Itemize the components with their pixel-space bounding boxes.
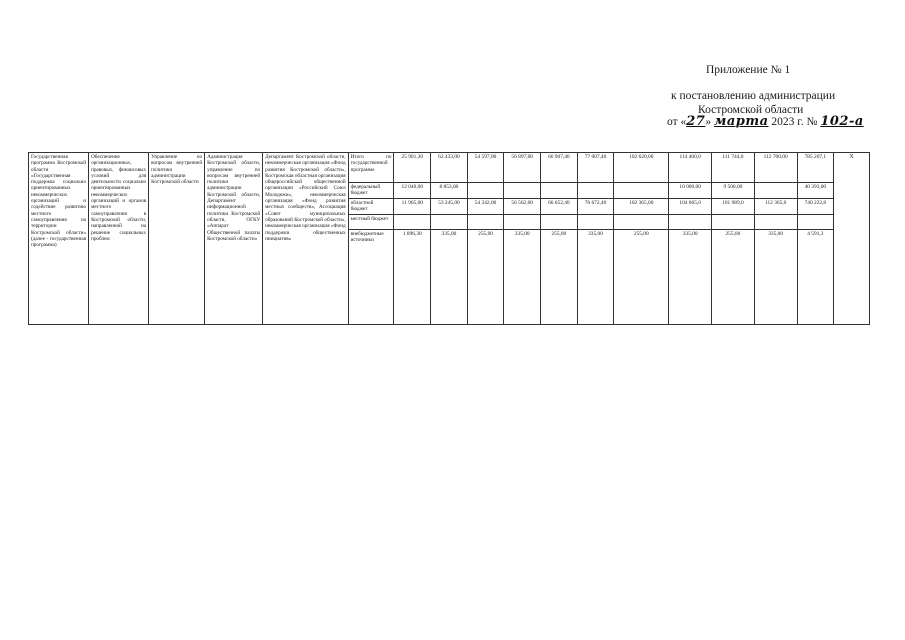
funding-source-label: областной бюджет (348, 199, 394, 215)
value-cell (541, 183, 578, 199)
program-goal-cell: Обеспечение организационных, правовых, финансовых условий для деятельности социально ориентированных некоммерческих организаций и органов местного самоуправления в Костромской области, направленной на решение социальных проблем (89, 153, 149, 325)
date-mid-label: » (705, 116, 714, 128)
funding-source-label: федеральный бюджет (348, 183, 394, 199)
handwritten-month: марта (713, 114, 769, 129)
value-cell: 77 007,40 (577, 153, 614, 183)
decree-line-1: к постановлению администрации (671, 90, 836, 102)
handwritten-day: 27 (686, 114, 706, 129)
handwritten-number: 102-а (820, 114, 864, 129)
value-cell (467, 183, 504, 199)
value-cell (577, 183, 614, 199)
value-cell: 11 965,00 (394, 199, 431, 215)
value-cell (504, 215, 541, 230)
value-cell: 66 652,40 (541, 199, 578, 215)
value-cell: 111 744,0 (712, 153, 755, 183)
value-cell: 335,00 (669, 230, 712, 325)
value-cell (669, 215, 712, 230)
total-cell: 40 393,00 (797, 183, 834, 199)
date-prefix-label: от « (667, 116, 687, 128)
value-cell (614, 215, 669, 230)
value-cell (754, 215, 797, 230)
value-cell: 255,00 (712, 230, 755, 325)
value-cell (504, 183, 541, 199)
value-cell: 255,00 (467, 230, 504, 325)
value-cell: 102 365,00 (614, 199, 669, 215)
value-cell: 54 342,00 (467, 199, 504, 215)
value-cell: 112 700,00 (754, 153, 797, 183)
total-cell: 4 591,3 (797, 230, 834, 325)
total-cell: 740 222,8 (797, 199, 834, 215)
value-cell (754, 183, 797, 199)
total-cell (797, 215, 834, 230)
value-cell: 56 897,00 (504, 153, 541, 183)
value-cell: 335,00 (431, 230, 468, 325)
value-cell: 1 896,30 (394, 230, 431, 325)
co-executors-cell: Администрация Костромской области, управление по вопросам внутренней политики администрации Костромской области, Департамент информационной политики Костромской области, ОГКУ «Аппарат Общественной палаты Костромской области» (205, 153, 263, 325)
funding-source-label: внебюджетные источники (348, 230, 394, 325)
value-cell: 10 000,00 (669, 183, 712, 199)
value-cell: 102 620,00 (614, 153, 669, 183)
value-cell: 255,00 (614, 230, 669, 325)
value-cell (577, 215, 614, 230)
value-cell (614, 183, 669, 199)
value-cell: 335,00 (504, 230, 541, 325)
value-cell (467, 215, 504, 230)
value-cell: 335,00 (754, 230, 797, 325)
responsible-executor-cell: Управление по вопросам внутренней политики администрации Костромской области (149, 153, 205, 325)
value-cell: 54 597,00 (467, 153, 504, 183)
decree-line-2: Костромской области (698, 104, 804, 116)
value-cell: 104 065,0 (669, 199, 712, 215)
program-name-cell: Государственная программа Костромской области «Государственная поддержка социально ориентированных некоммерческих организаций и содействие развитию местного самоуправления на территории Костромской области» (далее - государственная программа) (29, 153, 89, 325)
date-year-label: 2023 г. № (768, 116, 821, 128)
value-cell: 56 562,00 (504, 199, 541, 215)
value-cell: 112 365,0 (754, 199, 797, 215)
value-cell (431, 215, 468, 230)
value-cell (712, 215, 755, 230)
value-cell: 53 245,00 (431, 199, 468, 215)
value-cell: 9 500,00 (712, 183, 755, 199)
value-cell (541, 215, 578, 230)
value-cell: 12 040,00 (394, 183, 431, 199)
funding-source-label: Итого по государственной программе (348, 153, 394, 183)
value-cell: 62 433,00 (431, 153, 468, 183)
total-cell: 785 207,1 (797, 153, 834, 183)
value-cell: 335,00 (577, 230, 614, 325)
mark-cell: Х (834, 153, 870, 325)
table-row (29, 153, 870, 183)
value-cell (394, 215, 431, 230)
value-cell: 8 853,00 (431, 183, 468, 199)
value-cell: 66 907,40 (541, 153, 578, 183)
funding-source-label: местный бюджет (348, 215, 394, 230)
decree-date-line (667, 114, 864, 129)
budget-table (28, 152, 870, 325)
value-cell: 255,00 (541, 230, 578, 325)
value-cell: 114 400,0 (669, 153, 712, 183)
value-cell: 101 989,0 (712, 199, 755, 215)
participants-cell: Департамент Костромской области, некоммерческая организация «Фонд развития Костромской области», Костромская областная организация общероссийской общественной организации «Российский Союз Молодежи», некоммерческая организация «Фонд развития местных сообществ», Ассоциация «Совет муниципальных образований Костромской области», некоммерческая организация «Фонд поддержки общественных инициатив» (263, 153, 349, 325)
appendix-title: Приложение № 1 (706, 64, 791, 76)
value-cell: 76 672,40 (577, 199, 614, 215)
value-cell: 25 901,30 (394, 153, 431, 183)
